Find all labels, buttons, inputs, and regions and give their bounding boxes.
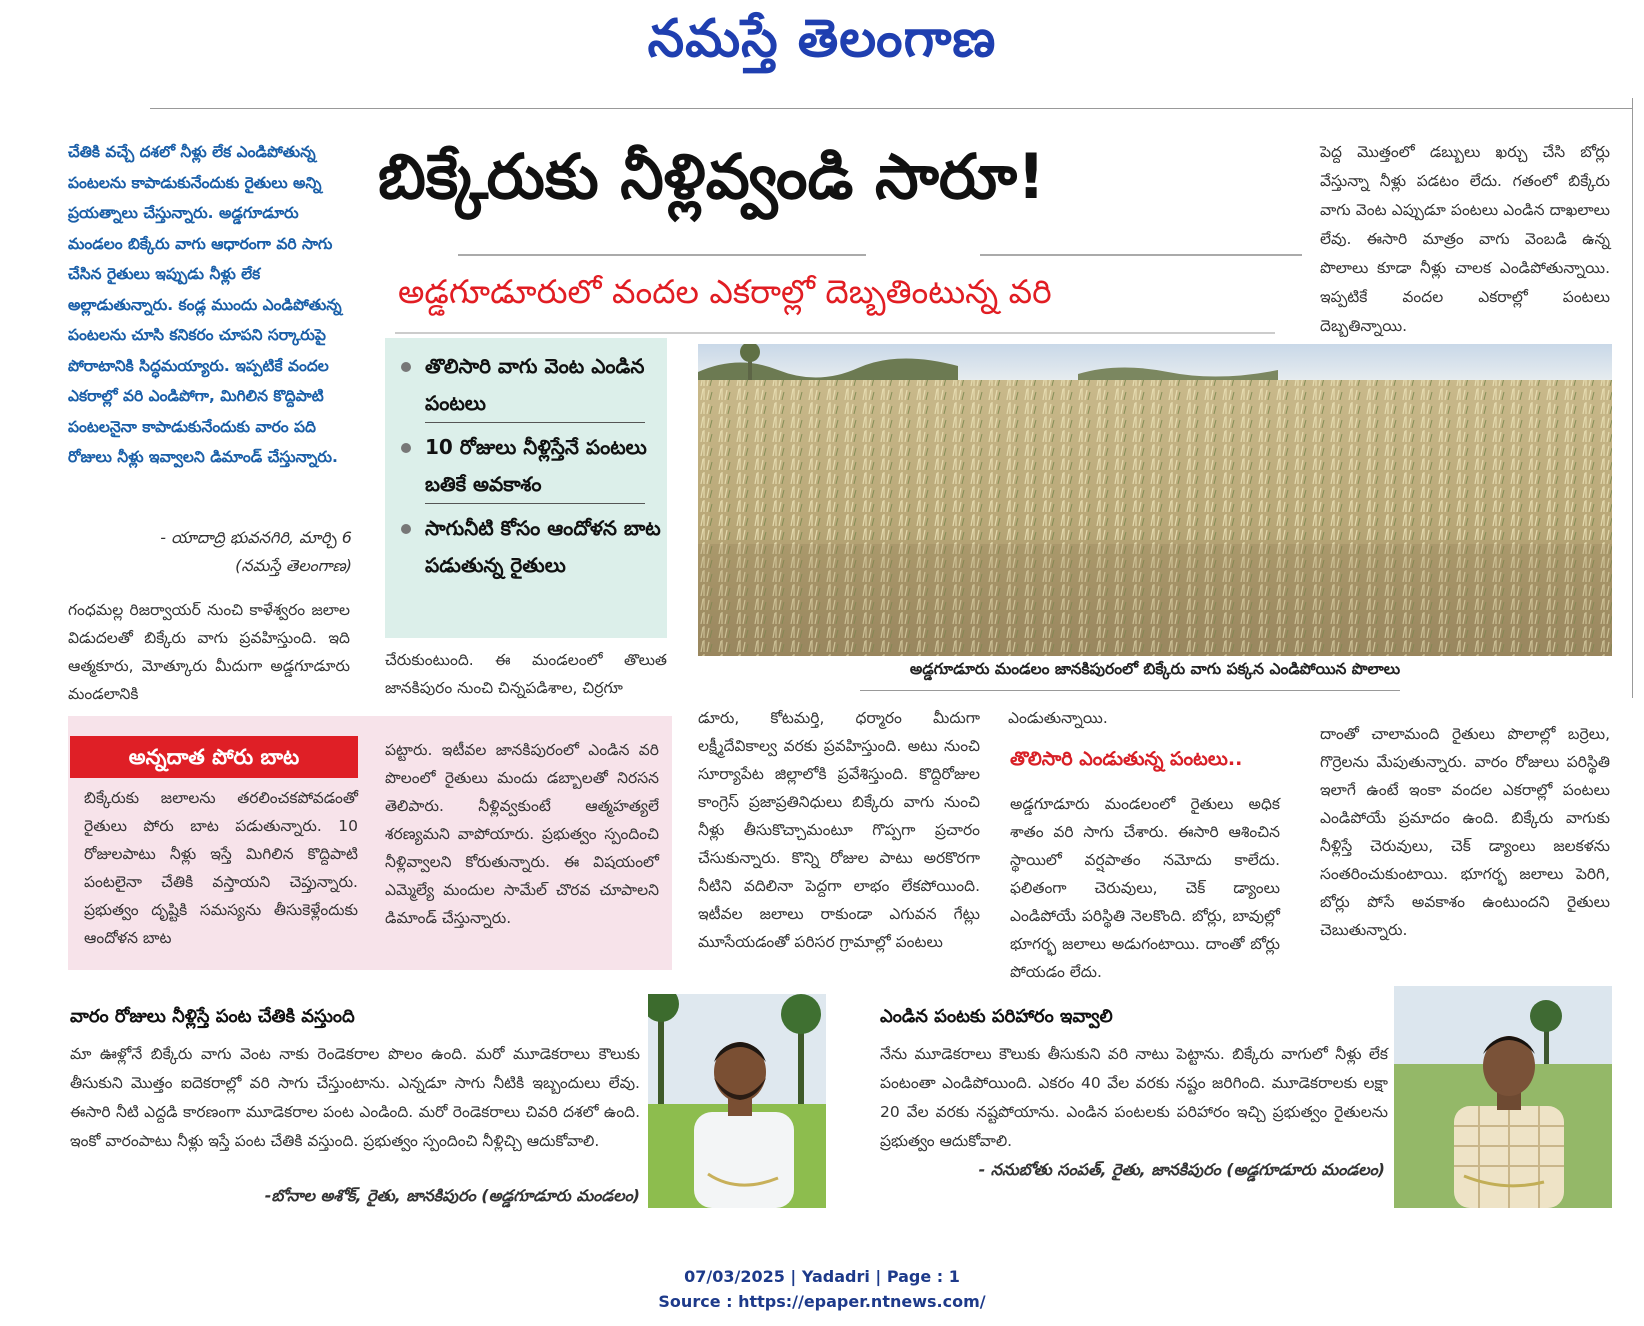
- quote2-heading: ఎండిన పంటకు పరిహారం ఇవ్వాలి: [880, 1006, 1113, 1027]
- body-col-5: దాంతో చాలామంది రైతులు పొలాల్లో బర్రెలు, గొర్రెలను మేపుతున్నారు. వారం రోజులు పరిస్థితి ఇలాగే ఉంటే ఇంకా వందల ఎకరాల్లో పంటలు ఎండిపోయే ప్రమాదం ఉంది. బిక్కేరు వాగుకు నీళ్లిస్తే చెరువులు, చెక్ డ్యాంలు జలకళను సంతరించుకుంటాయి. భూగర్భ జలాలు పెరిగి, బోర్లు పోసే అవకాశం ఉంటుందని రైతులు చెబుతున్నారు.: [1320, 725, 1610, 939]
- highlight-separator: [425, 503, 645, 504]
- masthead-rule: [150, 108, 1632, 109]
- highlight-item: సాగునీటి కోసం ఆందోళన బాట పడుతున్న రైతులు: [385, 510, 667, 584]
- quote1-text: మా ఊళ్లోనే బిక్కేరు వాగు వెంట నాకు రెండెకరాల పొలం ఉంది. మరో మూడెకరాలు కౌలుకు తీసుకుని మొత్తం ఐదెకరాల్లో వరి సాగు చేస్తుంటాను. ఎన్నడూ సాగు నీటికి ఇబ్బందులు లేవు. ఈసారి నీటి ఎద్దడి కారణంగా మూడెకరాల పంట ఎండింది. మరో రెండెకరాలు చివరి దశలో ఉంది. ఇంకో వారంపాటు నీళ్లు ఇస్తే పంట చేతికి వస్తుంది. ప్రభుత్వం స్పందించి నీళ్లిచ్చి ఆదుకోవాలి.: [70, 1045, 640, 1150]
- farmer-sampath-photo: [1394, 986, 1612, 1208]
- annadata-text-1: బిక్కేరుకు జలాలను తరలించకపోవడంతో రైతులు పోరు బాట పడుతున్నారు. 10 రోజులపాటు నీళ్లు ఇస్తే మిగిలిన కొద్దిపాటి పంటలైనా చేతికి వస్తాయని చెప్తున్నారు. ప్రభుత్వం దృష్టికి సమస్యను తీసుకెళ్లేందుకు ఆందోళన బాట: [84, 789, 358, 947]
- lead-byline-paper: (నమస్తే తెలంగాణ): [235, 556, 352, 575]
- headline: బిక్కేరుకు నీళ్లివ్వండి సారూ!: [378, 140, 1046, 213]
- highlights-box: [385, 338, 667, 638]
- annadata-tag: అన్నదాత పోరు బాట: [70, 736, 358, 778]
- quote1-heading: వారం రోజులు నీళ్లిస్తే పంట చేతికి వస్తుంది: [70, 1006, 355, 1027]
- body-col-1: గంధమల్ల రిజర్వాయర్ నుంచి కాళేశ్వరం జలాల విడుదలతో బిక్కేరు వాగు ప్రవహిస్తుంది. ఇది ఆత్మకూరు, మోత్కూరు మీదుగా అడ్డగూడూరు మండలానికి: [68, 601, 350, 703]
- right-edge-rule: [1632, 98, 1633, 698]
- lead-byline-place: - యాదాద్రి భువనగిరి, మార్చి 6: [160, 528, 352, 547]
- highlight-item: తొలిసారి వాగు వెంట ఎండిన పంటలు: [385, 348, 667, 422]
- body-col-3: డూరు, కోటమర్తి, ధర్మారం మీదుగా లక్ష్మీదేవికాల్వ వరకు ప్రవహిస్తుంది. అటు నుంచి సూర్యాపేట జిల్లాలోకి ప్రవేశిస్తుంది. కొద్దిరోజుల కాంగ్రెస్ ప్రజాప్రతినిధులు బిక్కేరు వాగు నుంచి నీళ్లు తీసుకొచ్చామంటూ గొప్పగా ప్రచారం చేసుకున్నారు. కొన్ని రోజుల పాటు అరకొరగా నీటిని వదిలినా పెద్దగా లాభం లేకపోయింది. ఇటీవల జలాలు రాకుండా ఎగువన గేట్లు మూసేయడంతో పరిసర గ్రామాల్లో పంటలు: [698, 709, 980, 951]
- main-photo-caption: అడ్డగూడూరు మండలం జానకిపురంలో బిక్కేరు వాగు పక్కన ఎండిపోయిన పొలాలు: [909, 660, 1401, 678]
- dried-field-illustration: [698, 344, 1612, 656]
- subheadline-underline: [395, 332, 1275, 334]
- footer-source: Source : https://epaper.ntnews.com/: [658, 1292, 986, 1311]
- body-col-2: చేరుకుంటుంది. ఈ మండలంలో తొలుత జానకిపురం నుంచి చిన్నపడిశాల, చిర్రగూ: [385, 651, 667, 697]
- subheadline: అడ్డగూడూరులో వందల ఎకరాల్లో దెబ్బతింటున్న వరి: [398, 272, 1052, 311]
- lead-paragraph: చేతికి వచ్చే దశలో నీళ్లు లేక ఎండిపోతున్న పంటలను కాపాడుకునేందుకు రైతులు అన్ని ప్రయత్నాలు చేస్తున్నారు. అడ్డగూడూరు మండలం బిక్కేరు వాగు ఆధారంగా వరి సాగు చేసిన రైతులు ఇప్పుడు నీళ్లు లేక అల్లాడుతున్నారు. కండ్ల ముందు ఎండిపోతున్న పంటలను చూసి కనికరం చూపని సర్కారుపై పోరాటానికి సిద్ధమయ్యారు. ఇప్పటికే వందల ఎకరాల్లో వరి ఎండిపోగా, మిగిలిన కొద్దిపాటి పంటలనైనా కాపాడుకునేందుకు వారం పది రోజులు నీళ్లు ఇవ్వాలని డిమాండ్ చేస్తున్నారు.: [68, 143, 342, 466]
- dried-field-photo: [698, 344, 1612, 656]
- highlight-separator: [425, 422, 645, 423]
- masthead: నమస్తే తెలంగాణ: [647, 8, 997, 69]
- top-right-paragraph: పెద్ద మొత్తంలో డబ్బులు ఖర్చు చేసి బోర్లు వేస్తున్నా నీళ్లు పడటం లేదు. గతంలో బిక్కేరు వాగు వెంట ఎప్పుడూ పంటలు ఎండిన దాఖలాలు లేవు. ఈసారి మాత్రం వాగు వెంబడి ఉన్న పొలాలు కూడా నీళ్లు చాలక ఎండిపోతున్నాయి. ఇప్పటికే వందల ఎకరాల్లో పంటలు దెబ్బతిన్నాయి.: [1320, 143, 1610, 335]
- farmer-ashok-photo: [648, 994, 826, 1208]
- farmer-sampath-illustration: [1394, 986, 1612, 1208]
- caption-rule: [860, 690, 1400, 691]
- bullet-icon: [401, 443, 411, 453]
- footer-dateline: 07/03/2025 | Yadadri | Page : 1: [684, 1267, 960, 1286]
- col4-subheading: తొలిసారి ఎండుతున్న పంటలు..: [1010, 748, 1243, 770]
- highlight-item: 10 రోజులు నీళ్లిస్తేనే పంటలు బతికే అవకాశం: [385, 429, 667, 503]
- annadata-text-2: పట్టారు. ఇటీవల జానకిపురంలో ఎండిన వరి పొలంలో రైతులు మందు డబ్బాలతో నిరసన తెలిపారు. నీళ్లివ్వకుంటే ఆత్మహత్యలే శరణ్యమని వాపోయారు. ప్రభుత్వం స్పందించి నీళ్లివ్వాలని కోరుతున్నారు. ఈ విషయంలో ఎమ్మెల్యే మందుల సామేల్ చొరవ చూపాలని డిమాండ్ చేస్తున్నారు.: [385, 741, 659, 927]
- body-col-4-top: ఎండుతున్నాయి.: [1008, 709, 1108, 727]
- headline-rule-left: [458, 254, 866, 256]
- body-col-4: అడ్డగూడూరు మండలంలో రైతులు అధిక శాతం వరి సాగు చేశారు. ఈసారి ఆశించిన స్థాయిలో వర్షపాతం నమోదు కాలేదు. ఫలితంగా చెరువులు, చెక్ డ్యాంలు ఎండిపోయే పరిస్థితి నెలకొంది. బోర్లు, బావుల్లో భూగర్భ జలాలు అడుగంటాయి. దాంతో బోర్లు పోయడం లేదు.: [1010, 795, 1280, 981]
- quote2-byline: - ననుబోతు సంపత్, రైతు, జానకిపురం (అడ్డగూడూరు మండలం): [978, 1160, 1385, 1179]
- quote2-text: నేను మూడెకరాలు కౌలుకు తీసుకుని వరి నాటు పెట్టాను. బిక్కేరు వాగులో నీళ్లు లేక పంటంతా ఎండిపోయింది. ఎకరం 40 వేల వరకు నష్టం జరిగింది. మూడెకరాలకు లక్షా 20 వేల వరకు నష్టపోయాను. ఎండిన పంటలకు పరిహారం ఇచ్చి ప్రభుత్వం రైతులను ప్రభుత్వం ఆదుకోవాలి.: [880, 1045, 1388, 1150]
- bullet-icon: [401, 524, 411, 534]
- headline-rule-right: [980, 254, 1302, 256]
- farmer-ashok-illustration: [648, 994, 826, 1208]
- bullet-icon: [401, 362, 411, 372]
- quote1-byline: -బోనాల అశోక్, రైతు, జానకిపురం (అడ్డగూడూరు మండలం): [264, 1186, 640, 1205]
